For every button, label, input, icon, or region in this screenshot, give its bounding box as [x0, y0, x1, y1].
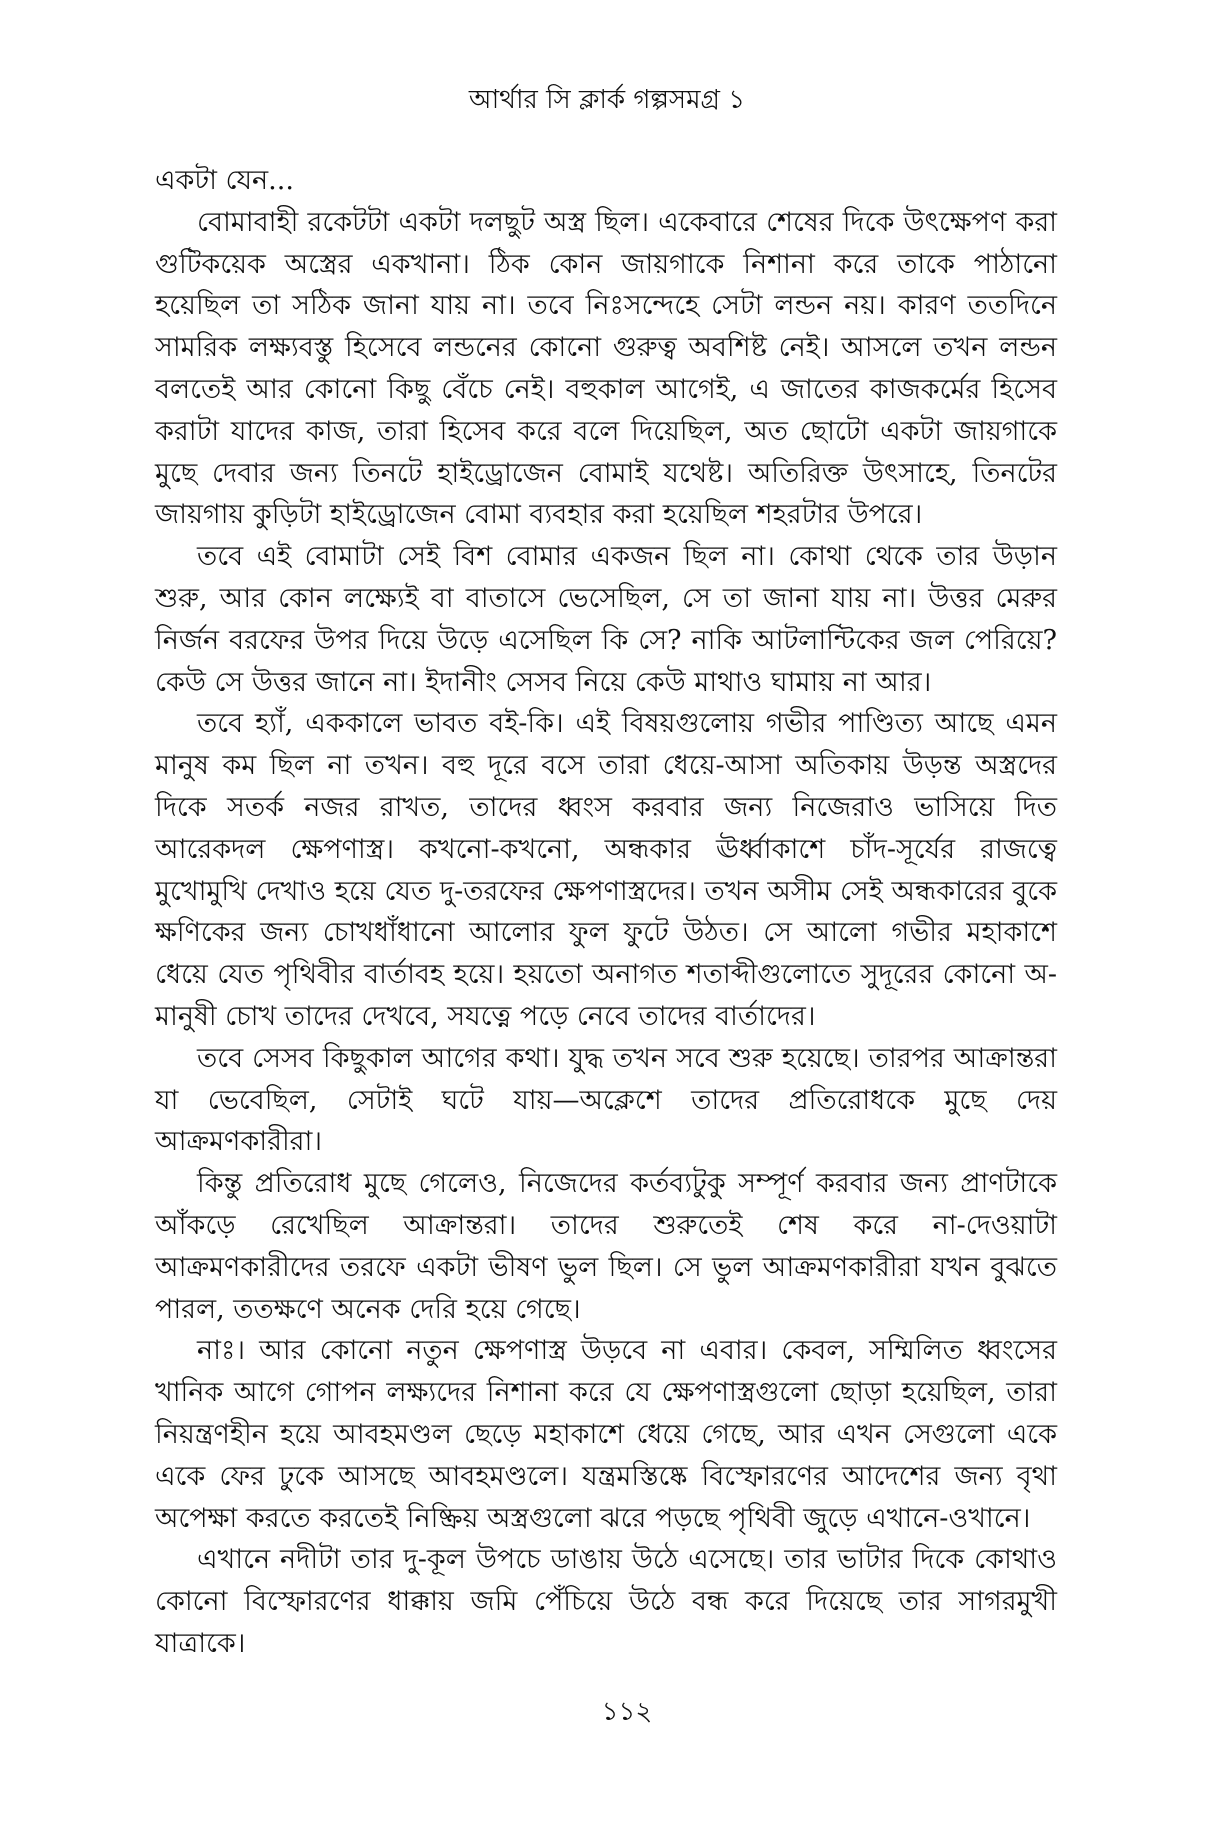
paragraph: কিন্তু প্রতিরোধ মুছে গেলেও, নিজেদের কর্তব্যটুকু সম্পূর্ণ করবার জন্য প্রাণটাকে আঁকড়ে রেখেছিল আক্রান্তরা। তাদের শুরুতেই শেষ করে না-দেওয়াটা আক্রমণকারীদের তরফে একটা ভীষণ ভুল ছিল। সে ভুল আক্রমণকারীরা যখন বুঝতে পারল, ততক্ষণে অনেক দেরি হয়ে গেছে।: [155, 1168, 1057, 1325]
body-text: [155, 160, 1057, 1665]
paragraph: নাঃ। আর কোনো নতুন ক্ষেপণাস্ত্র উড়বে না এবার। কেবল, সম্মিলিত ধ্বংসের খানিক আগে গোপন লক্ষ্যদের নিশানা করে যে ক্ষেপণাস্ত্রগুলো ছোড়া হয়েছিল, তারা নিয়ন্ত্রণহীন হয়ে আবহমণ্ডল ছেড়ে মহাকাশে ধেয়ে গেছে, আর এখন সেগুলো একে একে ফের ঢুকে আসছে আবহমণ্ডলে। যন্ত্রমস্তিষ্কে বিস্ফোরণের আদেশের জন্য বৃথা অপেক্ষা করতে করতেই নিষ্ক্রিয় অস্ত্রগুলো ঝরে পড়ছে পৃথিবী জুড়ে এখানে-ওখানে।: [155, 1335, 1057, 1534]
paragraph: এখানে নদীটা তার দু-কূল উপচে ডাঙায় উঠে এসেছে। তার ভাটার দিকে কোথাও কোনো বিস্ফোরণের ধাক্কায় জমি পেঁচিয়ে উঠে বন্ধ করে দিয়েছে তার সাগরমুখী যাত্রাকে।: [155, 1544, 1057, 1659]
paragraph: তবে সেসব কিছুকাল আগের কথা। যুদ্ধ তখন সবে শুরু হয়েছে। তারপর আক্রান্তরা যা ভেবেছিল, সেটাই ঘটে যায়—অক্লেশে তাদের প্রতিরোধকে মুছে দেয় আক্রমণকারীরা।: [155, 1042, 1057, 1158]
paragraph: বোমাবাহী রকেটটা একটা দলছুট অস্ত্র ছিল। একেবারে শেষের দিকে উৎক্ষেপণ করা গুটিকয়েক অস্ত্রের একখানা। ঠিক কোন জায়গাকে নিশানা করে তাকে পাঠানো হয়েছিল তা সঠিক জানা যায় না। তবে নিঃসন্দেহে সেটা লন্ডন নয়। কারণ ততদিনে সামরিক লক্ষ্যবস্তু হিসেবে লন্ডনের কোনো গুরুত্ব অবশিষ্ট নেই। আসলে তখন লন্ডন বলতেই আর কোনো কিছু বেঁচে নেই। বহুকাল আগেই, এ জাতের কাজকর্মের হিসেব করাটা যাদের কাজ, তারা হিসেব করে বলে দিয়েছিল, অত ছোটো একটা জায়গাকে মুছে দেবার জন্য তিনটে হাইড্রোজেন বোমাই যথেষ্ট। অতিরিক্ত উৎসাহে, তিনটের জায়গায় কুড়িটা হাইড্রোজেন বোমা ব্যবহার করা হয়েছিল শহরটার উপরে।: [155, 206, 1057, 531]
paragraph: তবে হ্যাঁ, এককালে ভাবত বই-কি। এই বিষয়গুলোয় গভীর পাণ্ডিত্য আছে এমন মানুষ কম ছিল না তখন। বহু দূরে বসে তারা ধেয়ে-আসা অতিকায় উড়ন্ত অস্ত্রদের দিকে সতর্ক নজর রাখত, তাদের ধ্বংস করবার জন্য নিজেরাও ভাসিয়ে দিত আরেকদল ক্ষেপণাস্ত্র। কখনো-কখনো, অন্ধকার ঊর্ধ্বাকাশে চাঁদ-সূর্যের রাজত্বে মুখোমুখি দেখাও হয়ে যেত দু-তরফের ক্ষেপণাস্ত্রদের। তখন অসীম সেই অন্ধকারের বুকে ক্ষণিকের জন্য চোখধাঁধানো আলোর ফুল ফুটে উঠত। সে আলো গভীর মহাকাশে ধেয়ে যেত পৃথিবীর বার্তাবহ হয়ে। হয়তো অনাগত শতাব্দীগুলোতে সুদূরের কোনো অ-মানুষী চোখ তাদের দেখবে, সযত্নে পড়ে নেবে তাদের বার্তাদের।: [155, 708, 1057, 1032]
paragraph-opening-line: একটা যেন...: [155, 165, 294, 196]
running-header: আর্থার সি ক্লার্ক গল্পসমগ্র ১: [468, 85, 746, 115]
paragraph: তবে এই বোমাটা সেই বিশ বোমার একজন ছিল না। কোথা থেকে তার উড়ান শুরু, আর কোন লক্ষ্যেই বা বাতাসে ভেসেছিল, সে তা জানা যায় না। উত্তর মেরুর নির্জন বরফের উপর দিয়ে উড়ে এসেছিল কি সে? নাকি আটলান্টিকের জল পেরিয়ে? কেউ সে উত্তর জানে না। ইদানীং সেসব নিয়ে কেউ মাথাও ঘামায় না আর।: [155, 541, 1057, 698]
page-number: ১১২: [601, 1697, 653, 1727]
